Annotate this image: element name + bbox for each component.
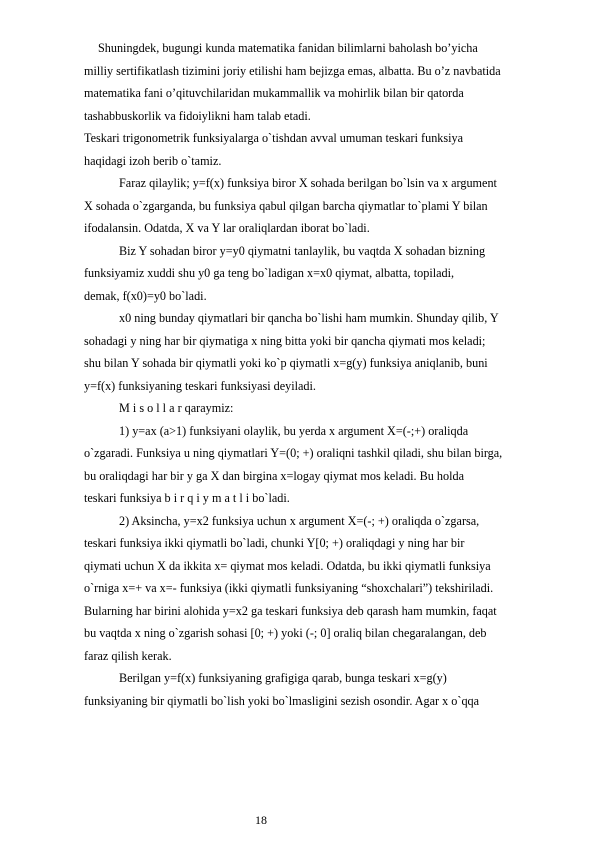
text-line: funksiyamiz xuddi shu y0 ga teng bo`ladigan x=x0 qiymat, albatta, topiladi, [84, 266, 455, 280]
text-line: bu vaqtda x ning o`zgarish sohasi [0; +) yoki (-; 0] oraliq bilan chegaralangan, deb [84, 626, 487, 640]
text-line: demak, f(x0)=y0 bo`ladi. [84, 288, 207, 303]
text-line: o`zgaradi. Funksiya u ning qiymatlari Y=(0; +) oraliqni tashkil qiladi, shu bilan birga, [84, 446, 503, 460]
text-line: funksiyaning bir qiymatli bo`lish yoki bo`lmasligini sezish osondir. Agar x o`qqa [84, 693, 480, 708]
text-line: 2) Aksincha, y=x2 funksiya uchun x argument X=(-; +) oraliqda o`zgarsa, [119, 513, 480, 528]
text-line: M i s o l l a r qaraymiz: [119, 401, 234, 415]
text-line: 1) y=ax (a>1) funksiyani olaylik, bu yerda x argument X=(-;+) oraliqda [119, 423, 469, 438]
text-line: Teskari trigonometrik funksiyalarga o`tishdan avval umuman teskari funksiya [84, 131, 464, 145]
text-line: shu bilan Y sohada bir qiymatli yoki ko`p qiymatli x=g(y) funksiya aniqlanib, buni [84, 356, 488, 370]
text-line: teskari funksiya ikki qiymatli bo`ladi, chunki Y[0; +) oraliqdagi y ning har bir [84, 536, 465, 550]
text-line: Berilgan y=f(x) funksiyaning grafigiga qarab, bunga teskari x=g(y) [119, 671, 447, 685]
text-line: Bularning har birini alohida y=x2 ga teskari funksiya deb qarash ham mumkin, faqat [84, 603, 497, 618]
text-line: sohadagi y ning har bir qiymatiga x ning bitta yoki bir qancha qiymati mos keladi; [84, 333, 486, 348]
text-line: matematika fani o’qituvchilaridan mukammallik va mohirlik bilan bir qatorda [84, 86, 464, 100]
text-line: haqidagi izoh berib o`tamiz. [84, 153, 222, 168]
text-line: milliy sertifikatlash tizimini joriy etilishi ham bejizga emas, albatta. Bu o’z navbatida [84, 63, 501, 78]
page-number: 18 [255, 813, 267, 827]
text-line: o`rniga x=+ va x=- funksiya (ikki qiymatli funksiyaning “shoxchalari”) tekshiriladi. [84, 581, 494, 595]
text-line: bu oraliqdagi har bir y ga X dan birgina x=logay qiymat mos keladi. Bu holda [84, 468, 464, 483]
text-line: Faraz qilaylik; y=f(x) funksiya biror X sohada berilgan bo`lsin va x argument [119, 176, 497, 190]
text-line: tashabbuskorlik va fidoiylikni ham talab etadi. [84, 108, 311, 123]
text-line: teskari funksiya b i r q i y m a t l i bo`ladi. [84, 491, 290, 505]
text-line: x0 ning bunday qiymatlari bir qancha bo`lishi ham mumkin. Shunday qilib, Y [119, 311, 499, 325]
text-line: Shuningdek, bugungi kunda matematika fanidan bilimlarni baholash bo’yicha [98, 41, 478, 55]
text-line: faraz qilish kerak. [84, 648, 172, 663]
text-line: Biz Y sohadan biror y=y0 qiymatni tanlaylik, bu vaqtda X sohadan bizning [119, 243, 486, 258]
text-line: X sohada o`zgarganda, bu funksiya qabul qilgan barcha qiymatlar to`plami Y bilan [84, 198, 488, 213]
text-line: ifodalansin. Odatda, X va Y lar oraliqlardan iborat bo`ladi. [84, 221, 370, 235]
text-line: y=f(x) funksiyaning teskari funksiyasi deyiladi. [84, 378, 316, 393]
body-text [84, 37, 570, 712]
text-line: qiymati uchun X da ikkita x= qiymat mos keladi. Odatda, bu ikki qiymatli funksiya [84, 558, 491, 573]
